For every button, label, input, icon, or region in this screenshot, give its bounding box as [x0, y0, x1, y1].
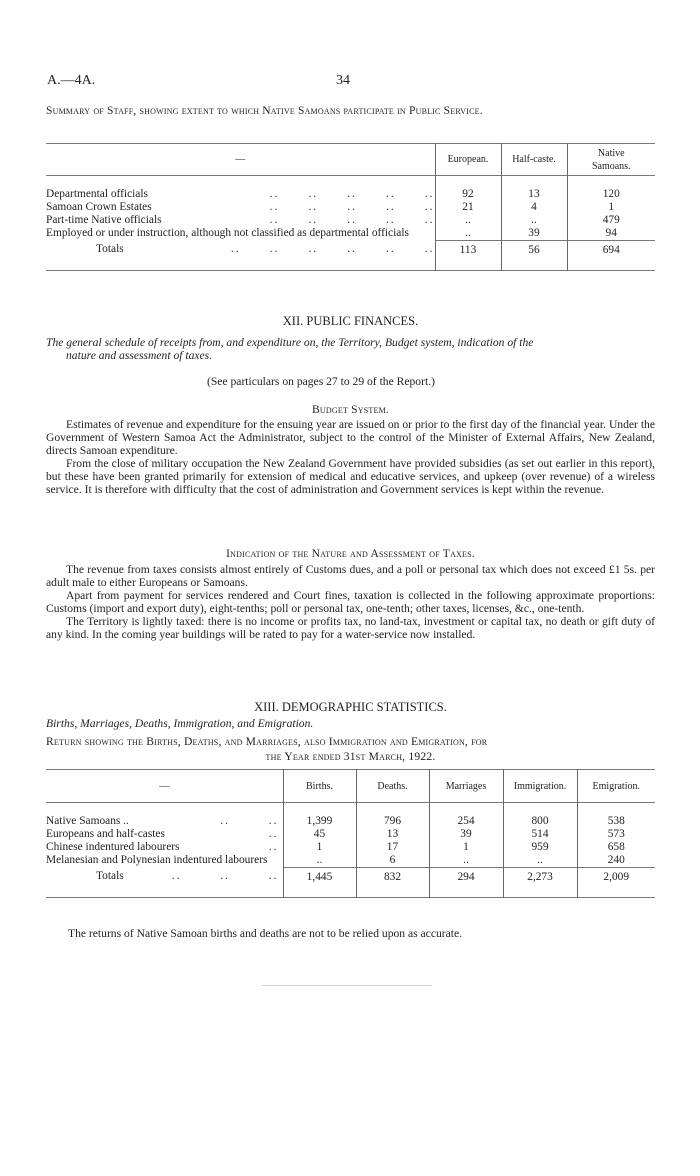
table-row: Employed or under instruction, although not classified as departmental officials .. 39 94: [46, 227, 655, 241]
demographic-table-title: Return showing the Births, Deaths, and Marriages, also Immigration and Emigration, for: [46, 735, 488, 748]
taxes-heading: Indication of the Nature and Assessment of Taxes.: [226, 547, 475, 560]
row-label: Part-time Native officials: [46, 213, 162, 226]
demographic-footnote: The returns of Native Samoan births and deaths are not to be relied upon as accurate.: [68, 927, 463, 940]
page-number: 34: [336, 73, 350, 88]
demographic-table: — Births. Deaths. Marriages Immigration. Emigration. Native Samoans .. .. .. 1,399 796 254 800 538 Europeans and half-castes .. 45 13 39 514 573 Chinese indentured labourers .. 1 17 1 959 658 Melanesian and Polynesian indentured labourers .. 6 .. .. 240 Totals .. .. .. 1,445 832 294 2,273 2,009: [46, 769, 655, 898]
taxes-text: The revenue from taxes consists almost entirely of Customs dues, and a poll or personal tax which does not exceed £1 5s. per adult male to either Europeans or Samoans. Apart from payment for services rendered and Court fines, taxation is collected in the following approximate proportions: Customs (import and export duty), eight-tenths; poll or personal tax, one-tenth; other taxes, licenses, &c., one-tenth. The Territory is lightly taxed: there is no income or profits tax, no land-tax, investment or capital tax, no death or gift duty of any kind. In the coming year buildings will be rated to pay for a water-service now installed.: [46, 563, 655, 641]
totals-row: Totals .. .. .. 1,445 832 294 2,273 2,009: [46, 867, 655, 897]
section-12-note: (See particulars on pages 27 to 29 of the Report.): [207, 375, 435, 388]
col-header-european: European.: [435, 144, 501, 176]
end-rule: [262, 985, 432, 986]
section-13-subtitle: Births, Marriages, Deaths, Immigration, and Emigration.: [46, 717, 314, 730]
row-label: Samoan Crown Estates: [46, 200, 152, 213]
section-13-heading: XIII. DEMOGRAPHIC STATISTICS.: [254, 700, 447, 714]
col-header-deaths: Deaths.: [356, 770, 429, 803]
table-row: Chinese indentured labourers .. 1 17 1 959 658: [46, 841, 655, 854]
totals-row: Totals .. .. .. .. .. .. 113 56 694: [46, 240, 655, 270]
budget-text: Estimates of revenue and expenditure for the ensuing year are issued on or prior to the first day of the financial year. Under the Government of Western Samoa Act the Administrator, subject to the control of the Minister of External Affairs, New Zealand, directs Samoan expenditure. From the close of military occupation the New Zealand Government have provided subsidies (as set out earlier in this report), but these have been granted primarily for extension of medical and educative services, and upkeep (over revenue) of a wireless service. It is therefore with difficulty that the cost of administration and Government services is kept within the revenue.: [46, 418, 655, 496]
staff-table: [46, 143, 655, 271]
table-row: Samoan Crown Estates .. .. .. .. .. 21 4 1: [46, 201, 655, 214]
table-row: Part-time Native officials .. .. .. .. .. .. .. 479: [46, 214, 655, 227]
table-row: Departmental officials .. .. .. .. .. 92 13 120: [46, 188, 655, 201]
col-header-blank: —: [235, 154, 246, 165]
row-label: Departmental officials: [46, 187, 148, 200]
table-row: Native Samoans .. .. .. 1,399 796 254 800 538: [46, 815, 655, 828]
col-header-marriages: Marriages: [429, 770, 503, 803]
page-ref: A.—4A.: [47, 73, 96, 88]
col-header-half-caste: Half-caste.: [501, 144, 567, 176]
table-row: Melanesian and Polynesian indentured labourers .. 6 .. .. 240: [46, 854, 655, 868]
demographic-table-title-2: the Year ended 31st March, 1922.: [265, 750, 436, 763]
row-label: Employed or under instruction, although not classified as departmental officials: [46, 226, 409, 239]
table-row: Europeans and half-castes .. 45 13 39 514 573: [46, 828, 655, 841]
col-header-emigration: Emigration.: [577, 770, 655, 803]
col-header-native-samoans: Native Samoans.: [567, 144, 655, 176]
section-12-heading: XII. PUBLIC FINANCES.: [282, 314, 419, 328]
col-header-immigration: Immigration.: [503, 770, 577, 803]
staff-table-title: Summary of Staff, showing extent to which Native Samoans participate in Public Service.: [46, 105, 483, 117]
section-12-subtitle: The general schedule of receipts from, and expenditure on, the Territory, Budget system, indication of the nature and assessment of taxes.: [46, 336, 534, 362]
budget-heading: Budget System.: [312, 403, 389, 416]
col-header-births: Births.: [283, 770, 356, 803]
